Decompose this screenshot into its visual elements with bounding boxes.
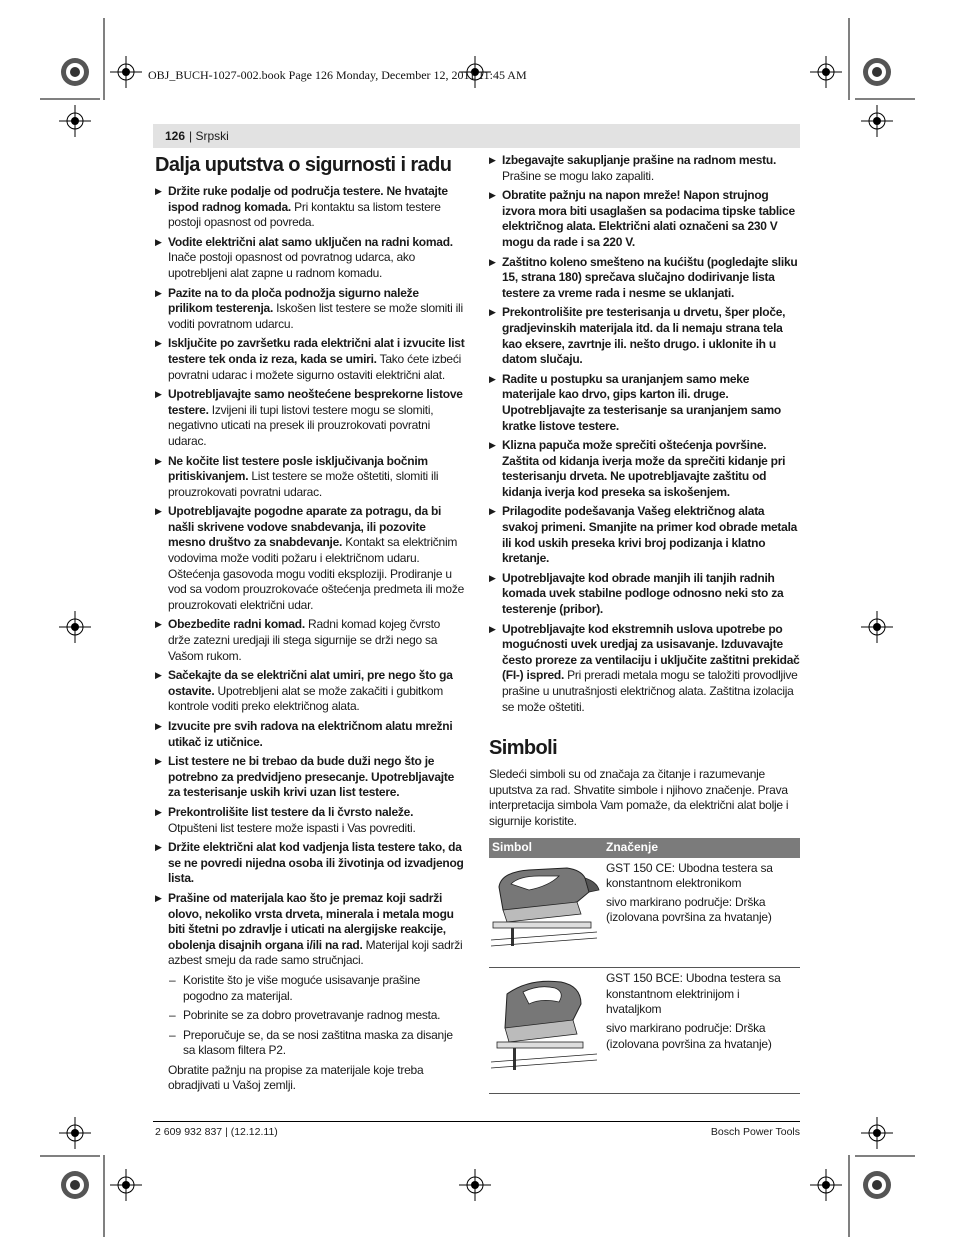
right-column <box>489 153 800 1094</box>
dash-marker: – <box>169 1008 176 1023</box>
list-item <box>155 235 465 282</box>
item-bold-text: Držite ruke podalje od područja testere. Ne hvatajte ispod radnog komada. <box>168 184 448 214</box>
list-item <box>155 617 465 664</box>
bullet-arrow-icon: ▶ <box>155 338 162 349</box>
item-bold-text: Prekontrolišite pre testerisanja u drvetu, šper ploče, gradjevinskih materijala itd. da li nemaju strana tela kao eksere, zavrtnje ili. nešto drugo. i uklonite ih u datom slučaju. <box>502 305 786 367</box>
item-text: Otpušteni list testere može ispasti i Vas povrediti. <box>168 820 416 835</box>
item-text: Iskošen list testere se može slomiti ili voditi povratnom udarcu. <box>168 301 463 331</box>
item-text: Materijal koji sadrži azbest smeju da rade samo stručnjaci. <box>168 937 463 968</box>
item-text: Radni komad kojeg čvrsto drže zatezni uredjaji ili stega sigurnije se drži nego sa Vašom rukom. <box>168 617 441 663</box>
table-row <box>489 968 800 1094</box>
list-item <box>489 372 800 434</box>
bullet-arrow-icon: ▶ <box>489 623 496 634</box>
item-text: Izvijeni ili tupi listovi testere mogu se slomiti, negativno uticati na presek ili prouzrokovati povratni udarac. <box>168 402 434 448</box>
list-item <box>155 504 465 613</box>
list-item <box>489 438 800 500</box>
item-bold-text: Upotrebljavajte kod ekstremnih uslova upotrebe po mogućnosti uvek uredjaj za usisavanje. Izduvavajte često proreze za ventilaciju i uključite zaštitni prekidač (FI-) ispred. <box>502 621 800 683</box>
dash-text: Pobrinite se za dobro provetravanje radnog mesta. <box>183 1008 441 1023</box>
item-bold-text: Obratite pažnju na napon mreže! Napon strujnog izvora mora biti usaglašen sa podacima tipske tablice električnog alata. Električni alati označeni sa 230 V mogu da rade i sa 220 V. <box>502 188 795 249</box>
bullet-arrow-icon: ▶ <box>155 287 162 298</box>
dash-text: Preporučuje se, da se nosi zaštitna maska za disanje sa klasom filtera P2. <box>183 1027 453 1058</box>
bullet-arrow-icon: ▶ <box>155 619 162 630</box>
symbol-description: GST 150 CE: Ubodna testera sa konstantnom elektronikom <box>606 860 773 891</box>
list-item <box>489 571 800 618</box>
bullet-arrow-icon: ▶ <box>489 256 496 267</box>
item-bold-text: Zaštitno koleno smešteno na kućištu (pogledajte sliku 15, strana 180) sprečava slučajno dodirivanje lista testere za vreme rada i nesme se uklanjati. <box>502 254 798 300</box>
dash-item <box>155 1008 465 1024</box>
list-item <box>155 805 465 836</box>
bullet-arrow-icon: ▶ <box>489 440 496 451</box>
dash-marker: – <box>169 1027 176 1042</box>
safety-list-continued <box>489 153 800 715</box>
symbols-intro: Sledeći simboli su od značaja za čitanje i razumevanje uputstva za rad. Shvatite simbole i njihovo značenje. Prava interpretacija simbola Vam pomaže, da električni alat bolje i sigurnije koristite. <box>489 767 789 828</box>
bullet-arrow-icon: ▶ <box>489 307 496 318</box>
bullet-arrow-icon: ▶ <box>155 455 162 466</box>
bullet-arrow-icon: ▶ <box>155 806 162 817</box>
page-header-bar <box>153 124 800 148</box>
dash-marker: – <box>169 972 176 987</box>
symbol-description-grip: sivo markirano područje: Drška (izolovana površina za hvatanje) <box>606 1020 772 1051</box>
column-header-meaning: Značenje <box>603 838 800 858</box>
regulations-note: Obratite pažnju na propise za materijale koje treba obradjivati u Vašoj zemlji. <box>168 1062 424 1093</box>
list-item <box>489 504 800 566</box>
dash-list <box>155 973 465 1059</box>
list-item <box>155 719 465 750</box>
jigsaw-gst150bce-icon <box>489 972 601 1082</box>
list-item <box>489 153 800 184</box>
list-item <box>155 286 465 333</box>
list-item <box>155 184 465 231</box>
item-text: List testere se može oštetiti, slomiti ili prouzrokovati povratni udarac. <box>168 469 439 499</box>
item-bold-text: Sačekajte da se električni alat umiri, pre nego što ga ostavite. <box>168 668 453 698</box>
list-item <box>155 754 465 801</box>
item-text: Pri kontaktu sa listom testere postoji opasnost od povreda. <box>168 199 441 230</box>
item-bold-text: Upotrebljavajte kod obrade manjih ili tanjih radnih komada uvek stabilne podloge odnosno neki sto za testerenje (pribor). <box>502 570 784 617</box>
item-bold-text: Pazite na to da ploča podnožja sigurno naleže prilikom testerenja. <box>168 285 419 316</box>
symbol-description-grip: sivo markirano područje: Drška (izolovana površina za hvatanje) <box>606 894 772 925</box>
bullet-arrow-icon: ▶ <box>155 236 162 247</box>
item-bold-text: Obezbedite radni komad. <box>168 617 305 632</box>
left-column <box>155 152 465 1094</box>
dash-item <box>155 973 465 1004</box>
list-item <box>489 255 800 302</box>
bullet-arrow-icon: ▶ <box>489 373 496 384</box>
list-item <box>155 336 465 383</box>
column-header-symbol: Simbol <box>489 838 603 858</box>
bullet-arrow-icon: ▶ <box>155 389 162 400</box>
item-bold-text: Izbegavajte sakupljanje prašine na radnom mestu. <box>502 153 777 167</box>
footer-brand: Bosch Power Tools <box>710 1126 800 1138</box>
item-bold-text: List testere ne bi trebao da bude duži nego što je potrebno za predvidjeno presecanje. Upotrebljavajte za testerisanje uskih krivi uzan list testere. <box>168 754 454 800</box>
footer-document-number: 2 609 932 837 | (12.12.11) <box>155 1126 278 1138</box>
item-bold-text: Radite u postupku sa uranjanjem samo meke materijale kao drvo, gips karton ili. druge. Upotrebljavajte za testerisanje sa uranjanjem samo kratke listove testere. <box>502 371 781 433</box>
jigsaw-gst150ce-icon <box>489 862 601 957</box>
bullet-arrow-icon: ▶ <box>489 190 496 201</box>
list-item <box>489 622 800 716</box>
page-number: 126 <box>165 129 186 143</box>
bullet-arrow-icon: ▶ <box>155 186 162 196</box>
bullet-arrow-icon: ▶ <box>155 506 162 517</box>
symbols-title: Simboli <box>489 737 558 760</box>
bullet-arrow-icon: ▶ <box>489 506 496 517</box>
item-text: Pri preradi metala mogu se taložiti provodljive prašine u unutrašnjosti električnog alata. Zaštitna izolacija se može oštetiti. <box>502 668 798 714</box>
item-text: Upotrebljeni alat se može zakačiti i gubitkom kontrole voditi preko električnog alata. <box>168 683 444 714</box>
item-bold-text: Upotrebljavajte samo neoštećene besprekorne listove testere. <box>168 387 463 417</box>
item-bold-text: Držite električni alat kod vadjenja lista testere tako, da se ne povredi nijedna osoba ili životinja od izvadjenog lista. <box>168 840 464 886</box>
bullet-arrow-icon: ▶ <box>489 155 496 165</box>
table-row <box>489 858 800 968</box>
list-item <box>155 840 465 887</box>
item-bold-text: Vodite električni alat samo uključen na radni komad. <box>168 234 453 249</box>
list-item <box>489 305 800 367</box>
bullet-arrow-icon: ▶ <box>489 572 496 583</box>
list-item <box>155 891 465 969</box>
item-text: Kontakt sa električnim vodovima može voditi požaru i električnom udaru. Oštećenja gasovoda mogu voditi eksploziji. Prodiranje u vod sa vodom prouzrokovaće oštećenja predmeta ili može prouzrokovati električni udar. <box>168 535 464 612</box>
bullet-arrow-icon: ▶ <box>155 670 162 681</box>
safety-list <box>155 184 465 969</box>
item-bold-text: Prekontrolišite list testere da li čvrsto naleže. <box>168 804 414 819</box>
item-text: Tako ćete izbeći povratni udarac i možete sigurno ostaviti električni alat. <box>168 351 462 382</box>
bullet-arrow-icon: ▶ <box>155 842 162 853</box>
bullet-arrow-icon: ▶ <box>155 721 162 731</box>
item-bold-text: Klizna papuča može sprečiti oštećenja površine. Zaštita od kidanja iverja može da sprečiti kidanje pri testerisanju drveta. Ne upotrebljavajte zaštitu od kidanja iverja kod preseka sa iskošenjem. <box>502 438 786 499</box>
item-text: Prašine se mogu lako zapaliti. <box>502 168 654 183</box>
symbols-table <box>489 838 800 1094</box>
symbol-description: GST 150 BCE: Ubodna testera sa konstantnom elektrinijom i hvataljkom <box>606 971 781 1017</box>
section-title: Dalja uputstva o sigurnosti i radu <box>155 154 452 176</box>
footer-rule <box>153 1121 800 1122</box>
list-item <box>155 454 465 501</box>
dash-text: Koristite što je više moguće usisavanje prašine pogodno za materijal. <box>183 972 421 1003</box>
list-item <box>489 188 800 250</box>
item-bold-text: Prašine od materijala kao što je premaz koji sadrži olovo, nekoliko vrsta drveta, minerala i metala mogu biti štetni po zdravlje i uticati na alergijske reakcije, obolenja disajnih organa i/ili na rad. <box>168 890 454 952</box>
list-item <box>155 668 465 715</box>
list-item <box>155 387 465 449</box>
item-bold-text: Prilagodite podešavanja Vašeg električnog alata svakoj primeni. Smanjite na primer kod obrade metala ili kod uskih preseka krivi broj podizanja i klatno kretanje. <box>502 504 798 566</box>
item-bold-text: Izvucite pre svih radova na električnom alatu mrežni utikač iz utičnice. <box>168 719 453 749</box>
book-file-header: OBJ_BUCH-1027-002.book Page 126 Monday, December 12, 2011 11:45 AM <box>148 68 527 82</box>
item-bold-text: Isključite po završetku rada električni alat i izvucite list testere tek onda iz reza, kada se umiri. <box>168 336 465 366</box>
item-bold-text: Upotrebljavajte pogodne aparate za potragu, da bi našli skrivene vodove snabdevanja, ili pozovite mesno društvo za snabdevanje. <box>168 504 442 550</box>
item-text: Inače postoji opasnost od povratnog udarca, ako upotrebljeni alat zapne u radnom komadu. <box>168 250 416 280</box>
bullet-arrow-icon: ▶ <box>155 892 162 903</box>
dash-item <box>155 1028 465 1059</box>
item-bold-text: Ne kočite list testere posle isključivanja bočnim pritiskivanjem. <box>168 453 428 484</box>
language-label: | Srpski <box>189 129 229 143</box>
bullet-arrow-icon: ▶ <box>155 756 162 767</box>
